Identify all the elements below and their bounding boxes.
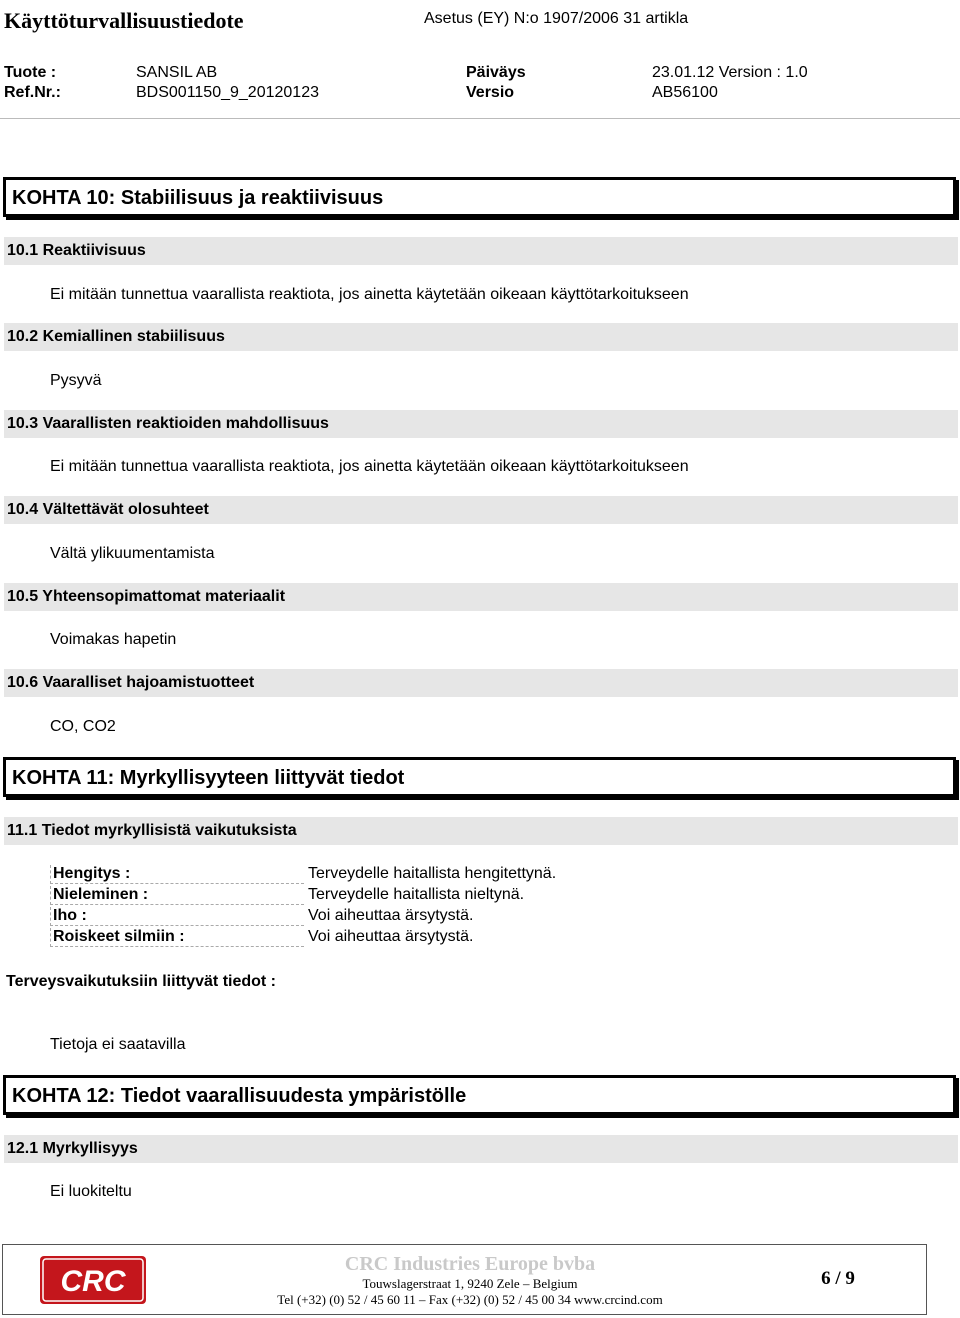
tox-value-inhalation: Terveydelle haitallista hengitettynä.: [308, 865, 557, 882]
subsection-12-1: [4, 1135, 958, 1163]
subsection-10-4-heading: 10.4 Vältettävät olosuhteet: [7, 501, 209, 518]
header-divider: [0, 118, 960, 119]
subsection-10-1-text: Ei mitään tunnettua vaarallista reaktiota, jos ainetta käytetään oikeaan käyttötarkoitukseen: [50, 286, 689, 303]
page-number: 6 / 9: [821, 1268, 855, 1289]
subsection-10-1: [4, 237, 958, 265]
version-label: Versio: [466, 84, 515, 101]
date-label: Päiväys: [466, 64, 526, 81]
ref-value: BDS001150_9_20120123: [136, 84, 319, 101]
subsection-10-3-heading: 10.3 Vaarallisten reaktioiden mahdollisuus: [7, 415, 329, 432]
tox-value-eyes: Voi aiheuttaa ärsytystä.: [308, 928, 474, 945]
subsection-12-1-text: Ei luokiteltu: [50, 1183, 132, 1200]
tox-value-ingestion: Terveydelle haitallista nieltynä.: [308, 886, 525, 903]
subsection-10-4: [4, 496, 958, 524]
subsection-10-3: [4, 410, 958, 438]
ref-label: Ref.Nr.:: [4, 84, 61, 101]
product-label: Tuote :: [4, 64, 57, 81]
company-name: CRC Industries Europe bvba: [344, 1253, 596, 1275]
section-10-header: [3, 177, 956, 217]
section-12-header: [3, 1075, 956, 1115]
section-10-title: KOHTA 10: Stabiilisuus ja reaktiivisuus: [12, 187, 384, 209]
subsection-10-5-heading: 10.5 Yhteensopimattomat materiaalit: [7, 588, 286, 605]
tox-label-inhalation: Hengitys :: [50, 865, 304, 884]
product-value: SANSIL AB: [136, 64, 218, 81]
subsection-12-1-heading: 12.1 Myrkyllisyys: [7, 1140, 138, 1157]
date-value: 23.01.12 Version : 1.0: [652, 64, 808, 81]
subsection-10-1-heading: 10.1 Reaktiivisuus: [7, 242, 146, 259]
subsection-10-2-text: Pysyvä: [50, 372, 102, 389]
subsection-10-3-text: Ei mitään tunnettua vaarallista reaktiota, jos ainetta käytetään oikeaan käyttötarkoitukseen: [50, 458, 689, 475]
company-address: Touwslagerstraat 1, 9240 Zele – Belgium: [362, 1276, 578, 1291]
tox-label-eyes: Roiskeet silmiin :: [50, 928, 304, 947]
document-title: Käyttöturvallisuustiedote: [4, 8, 244, 33]
version-value: AB56100: [652, 84, 718, 101]
section-11-header: [3, 757, 956, 797]
subsection-11-1: [4, 817, 958, 845]
section-11-title: KOHTA 11: Myrkyllisyyteen liittyvät tiedot: [12, 767, 405, 789]
section-12-title: KOHTA 12: Tiedot vaarallisuudesta ympäristölle: [12, 1085, 467, 1107]
tox-value-skin: Voi aiheuttaa ärsytystä.: [308, 907, 474, 924]
subsection-10-6: [4, 669, 958, 697]
regulation-reference: Asetus (EY) N:o 1907/2006 31 artikla: [424, 10, 689, 27]
subsection-10-4-text: Vältä ylikuumentamista: [50, 545, 215, 562]
health-effects-text: Tietoja ei saatavilla: [50, 1036, 186, 1053]
subsection-10-6-text: CO, CO2: [50, 718, 116, 735]
subsection-10-5-text: Voimakas hapetin: [50, 631, 177, 648]
health-effects-label: Terveysvaikutuksiin liittyvät tiedot :: [6, 973, 277, 990]
tox-label-ingestion: Nieleminen :: [50, 886, 304, 905]
subsection-10-2: [4, 323, 958, 351]
subsection-10-2-heading: 10.2 Kemiallinen stabiilisuus: [7, 328, 225, 345]
subsection-10-5: [4, 583, 958, 611]
crc-logo: [40, 1256, 146, 1304]
subsection-10-6-heading: 10.6 Vaaralliset hajoamistuotteet: [7, 674, 255, 691]
company-contact: Tel (+32) (0) 52 / 45 60 11 – Fax (+32) (0) 52 / 45 00 34 www.crcind.com: [277, 1292, 663, 1307]
crc-logo-text: CRC: [60, 1265, 126, 1298]
subsection-11-1-heading: 11.1 Tiedot myrkyllisistä vaikutuksista: [7, 822, 297, 839]
tox-label-skin: Iho :: [50, 907, 304, 926]
